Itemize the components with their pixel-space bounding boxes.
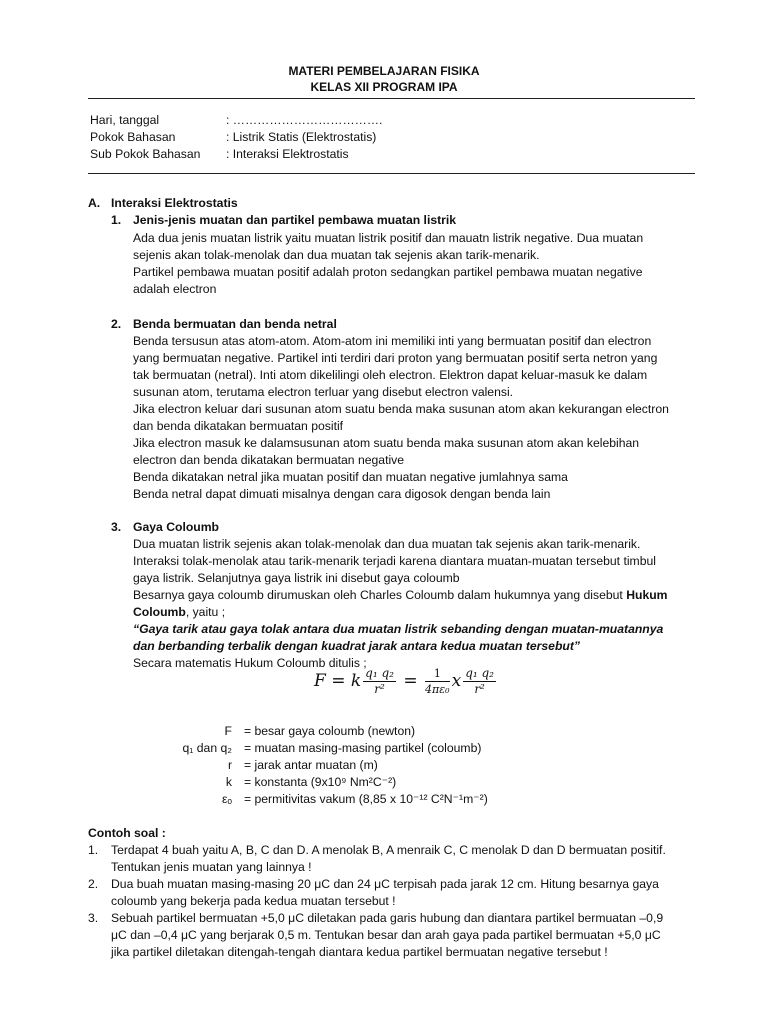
paragraph-line: Partikel pembawa muatan positif adalah proton sedangkan partikel pembawa muatan negative bbox=[133, 265, 643, 279]
paragraph-line: dan benda dikatakan bermuatan positif bbox=[133, 419, 344, 433]
example-3-number: 3. bbox=[88, 911, 99, 925]
formula-symbol-k: k bbox=[350, 671, 362, 691]
formula-equals: = bbox=[331, 671, 346, 691]
formula-denominator: 4πε₀ bbox=[425, 683, 450, 696]
formula-numerator: q₁ q₂ bbox=[465, 666, 494, 680]
definition-symbol: F bbox=[224, 724, 232, 738]
subsection-2-number: 2. bbox=[111, 317, 122, 331]
example-3-line: Sebuah partikel bermuatan +5,0 μC diletakan pada garis hubung dan diantara partikel bermuatan –0,9 bbox=[111, 911, 664, 925]
formula-numerator: 1 bbox=[425, 666, 450, 682]
formula-fraction-2 bbox=[425, 666, 450, 697]
formula-fraction-1 bbox=[363, 666, 396, 697]
coulomb-formula bbox=[314, 666, 498, 697]
subsection-3-number: 3. bbox=[111, 520, 122, 534]
info-value-topic: : Listrik Statis (Elektrostatis) bbox=[226, 130, 377, 144]
info-label-topic: Pokok Bahasan bbox=[90, 130, 176, 144]
paragraph-line: Benda tersusun atas atom-atom. Atom-atom ini memiliki inti yang bermuatan positif dan electron bbox=[133, 334, 652, 348]
formula-symbol-f: F bbox=[314, 671, 326, 691]
law-quote-line: “Gaya tarik atau gaya tolak antara dua muatan listrik sebanding dengan muatan-muatannya bbox=[133, 622, 664, 636]
definition-symbol: εₒ bbox=[221, 792, 232, 806]
definition-symbol: q₁ dan q₂ bbox=[182, 741, 232, 755]
subsection-2-title: Benda bermuatan dan benda netral bbox=[133, 317, 337, 331]
paragraph-line: yang bermuatan negative. Partikel inti terdiri dari proton yang bermuatan positif serta netron yang bbox=[133, 351, 658, 365]
definition-description: = muatan masing-masing partikel (coloumb) bbox=[244, 741, 482, 755]
document-subtitle: KELAS XII PROGRAM IPA bbox=[310, 80, 458, 94]
section-a-number: A. bbox=[88, 196, 101, 210]
paragraph-line: adalah electron bbox=[133, 282, 217, 296]
example-1-line: Terdapat 4 buah yaitu A, B, C dan D. A menolak B, A menraik C, C menolak D dan D bermuatan positif. bbox=[111, 843, 666, 857]
paragraph-line: susunan atom, terutama electron terluar yang disebut electron valensi. bbox=[133, 385, 514, 399]
example-1-number: 1. bbox=[88, 843, 99, 857]
law-quote-line: dan berbanding terbalik dengan kuadrat jarak antara kedua muatan tersebut” bbox=[133, 639, 580, 653]
examples-title: Contoh soal : bbox=[88, 826, 166, 840]
example-2-line: Dua buah muatan masing-masing 20 μC dan 24 μC terpisah pada jarak 12 cm. Hitung besarnya gaya bbox=[111, 877, 659, 891]
formula-denominator: r² bbox=[374, 682, 385, 696]
law-intro-text: Besarnya gaya coloumb dirumuskan oleh Charles Coloumb dalam hukumnya yang disebut bbox=[133, 588, 627, 602]
info-label-subtopic: Sub Pokok Bahasan bbox=[90, 147, 201, 161]
definition-description: = jarak antar muatan (m) bbox=[244, 758, 378, 772]
example-2-line: coloumb yang bekerja pada kedua muatan tersebut ! bbox=[111, 894, 396, 908]
law-suffix-text: , yaitu ; bbox=[185, 605, 226, 619]
law-statement-line-2 bbox=[133, 605, 225, 619]
law-name-part1: Hukum bbox=[626, 588, 668, 602]
formula-equals: = bbox=[403, 671, 418, 691]
top-divider bbox=[88, 98, 695, 99]
document-title: MATERI PEMBELAJARAN FISIKA bbox=[288, 64, 480, 78]
example-3-line: μC dan –0,4 μC yang berjarak 0,5 m. Tentukan besar dan arah gaya pada partikel bermuatan +5,0 μC bbox=[111, 928, 661, 942]
subsection-1-title: Jenis-jenis muatan dan partikel pembawa muatan listrik bbox=[133, 213, 457, 227]
definition-description: = konstanta (9x10⁹ Nm²C⁻²) bbox=[244, 775, 397, 789]
formula-numerator: q₁ q₂ bbox=[365, 666, 394, 680]
definition-symbol: k bbox=[225, 775, 232, 789]
subsection-1-number: 1. bbox=[111, 213, 122, 227]
formula-times: x bbox=[451, 671, 462, 691]
paragraph-line: Benda netral dapat dimuati misalnya dengan cara digosok dengan benda lain bbox=[133, 487, 551, 501]
paragraph-line: electron dan benda dikatakan bermuatan negative bbox=[133, 453, 405, 467]
subsection-3-title: Gaya Coloumb bbox=[133, 520, 220, 534]
paragraph-line: gaya listrik. Selanjutnya gaya listrik ini disebut gaya coloumb bbox=[133, 571, 460, 585]
paragraph-line: Ada dua jenis muatan listrik yaitu muatan listrik positif dan mauatn listrik negative. Dua muatan bbox=[133, 231, 644, 245]
formula-fraction-3 bbox=[463, 666, 496, 697]
paragraph-line: Dua muatan listrik sejenis akan tolak-menolak dan dua muatan tak sejenis akan tarik-menarik. bbox=[133, 537, 641, 551]
definition-description: = permitivitas vakum (8,85 x 10⁻¹² C²N⁻¹m⁻²) bbox=[244, 792, 488, 806]
paragraph-line: tak bermuatan (netral). Inti atom dikelilingi oleh electron. Elektron dapat keluar-masuk ke dalam bbox=[133, 368, 648, 382]
section-a-title: Interaksi Elektrostatis bbox=[111, 196, 238, 210]
law-name-part2: Coloumb bbox=[133, 605, 186, 619]
definition-description: = besar gaya coloumb (newton) bbox=[244, 724, 416, 738]
info-label-date: Hari, tanggal bbox=[90, 113, 160, 127]
paragraph-line: Benda dikatakan netral jika muatan positif dan muatan negative jumlahnya sama bbox=[133, 470, 568, 484]
paragraph-line: Jika electron masuk ke dalamsusunan atom suatu benda maka susunan atom akan kelebihan bbox=[133, 436, 640, 450]
paragraph-line: Jika electron keluar dari susunan atom suatu benda maka susunan atom akan kekurangan electron bbox=[133, 402, 669, 416]
info-value-date: : ………………………………. bbox=[226, 113, 383, 127]
info-value-subtopic: : Interaksi Elektrostatis bbox=[226, 147, 349, 161]
law-statement-line bbox=[133, 588, 668, 602]
paragraph-line: sejenis akan tolak-menolak dan dua muatan tak sejenis akan tarik-menarik. bbox=[133, 248, 540, 262]
definition-symbol: r bbox=[227, 758, 232, 772]
paragraph-line: Interaksi tolak-menolak atau tarik-menarik terjadi karena diantara muatan-muatan tersebut timbul bbox=[133, 554, 656, 568]
example-1-line: Tentukan jenis muatan yang lainnya ! bbox=[111, 860, 312, 874]
example-2-number: 2. bbox=[88, 877, 99, 891]
example-3-line: jika partikel diletakan ditengah-tengah diantara kedua partikel bermuatan negative tersebut ! bbox=[111, 945, 608, 959]
math-intro: Secara matematis Hukum Coloumb ditulis ; bbox=[133, 656, 367, 670]
info-divider bbox=[88, 173, 695, 174]
formula-denominator: r² bbox=[474, 682, 485, 696]
